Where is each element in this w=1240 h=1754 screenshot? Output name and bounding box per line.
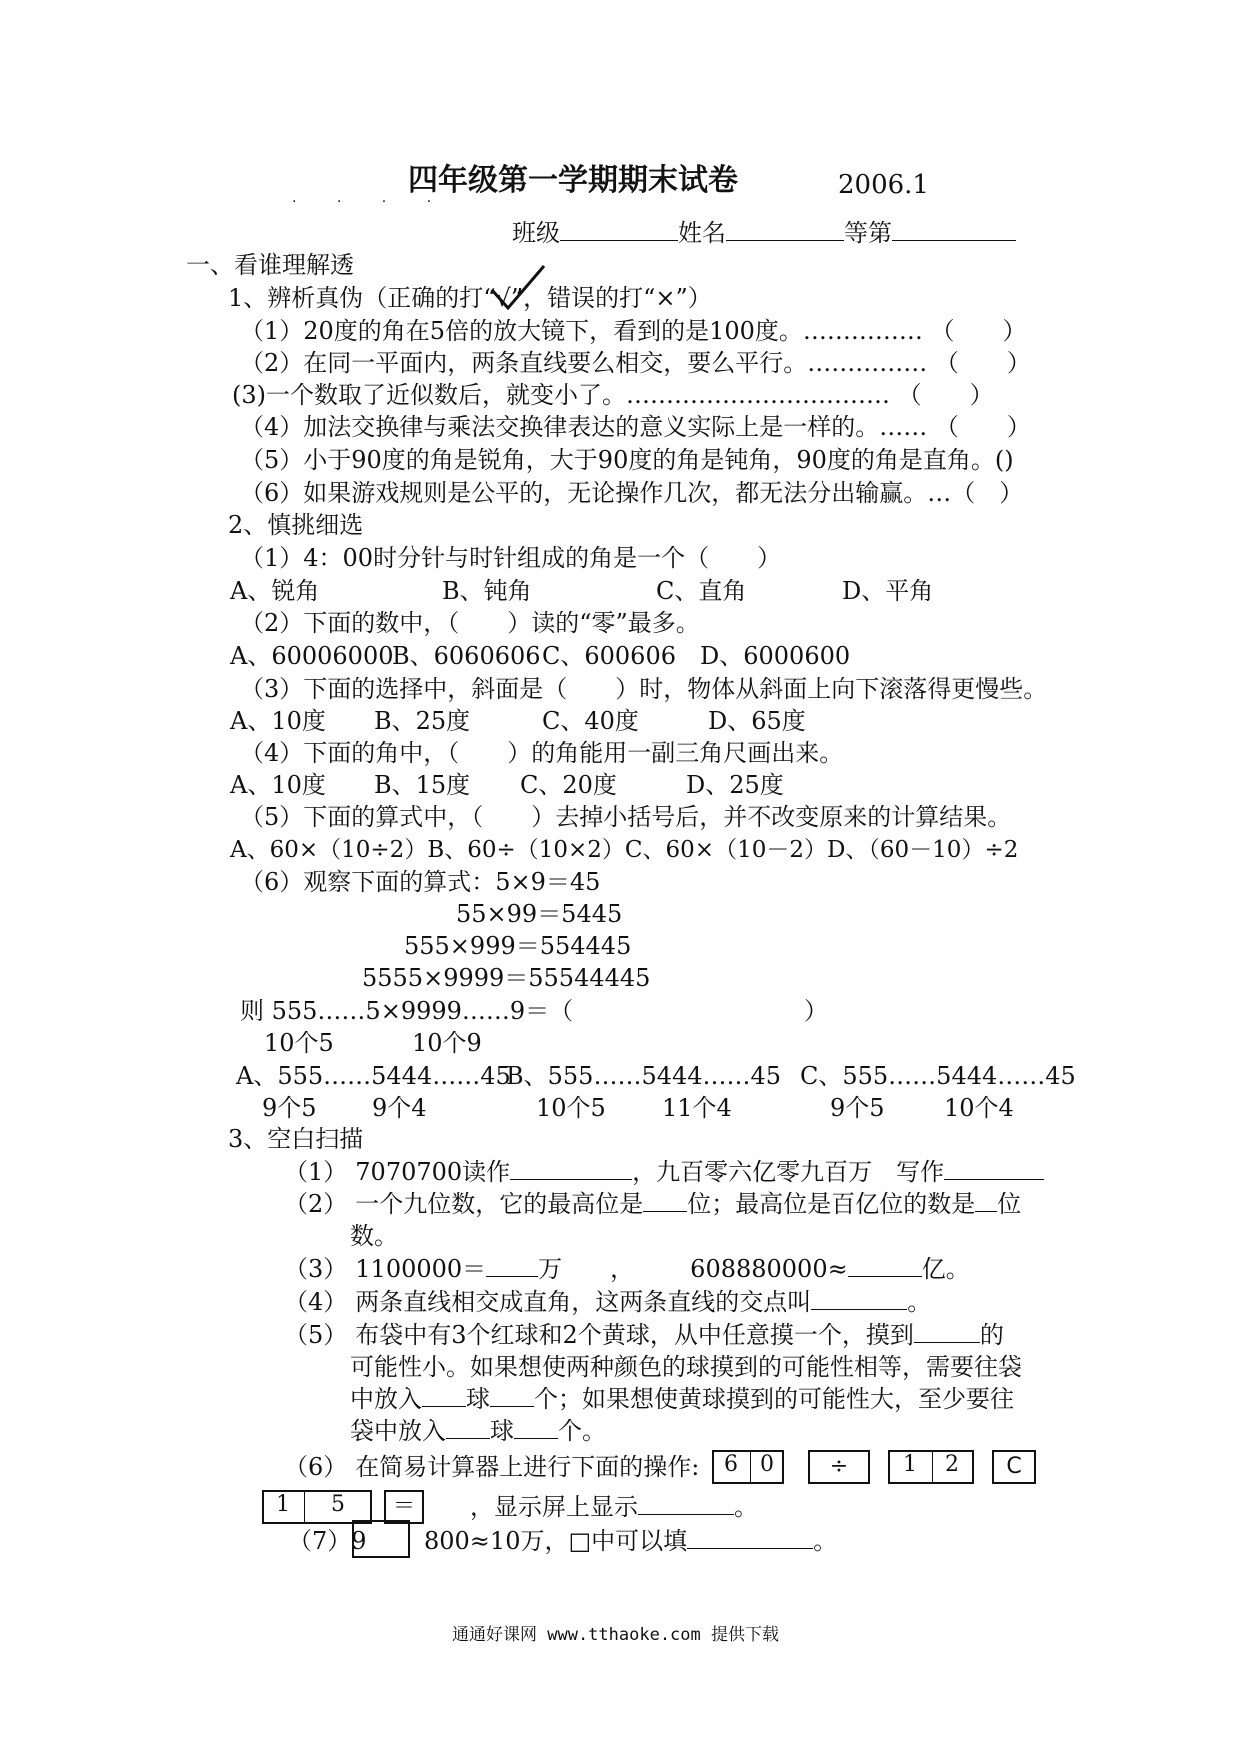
choice-q2-option-c: C、600606: [542, 642, 676, 670]
choice-q4: （4）下面的角中，（ ）的角能用一副三角尺画出来。: [240, 739, 844, 767]
fill-q5: [284, 1320, 1004, 1350]
part1-heading: 1、辨析真伪（正确的打“√”，错误的打“×”）: [228, 284, 712, 312]
decorative-dots: . . . .: [292, 190, 450, 206]
fill-q5-text-d: 中放入: [350, 1385, 422, 1413]
fill-q7-blank[interactable]: [687, 1526, 813, 1549]
section-heading: 一、看谁理解透: [186, 251, 354, 279]
fill-q6-text-a: 在简易计算器上进行下面的操作:: [355, 1453, 700, 1481]
fill-q3-text-d: 亿。: [921, 1255, 970, 1283]
fill-q5-text-h: 球: [490, 1417, 514, 1445]
fill-q6-result: [470, 1492, 758, 1522]
calc-key-6[interactable]: 6: [724, 1452, 738, 1477]
fill-q2-text-b: 位；最高位是百亿位的数是: [687, 1190, 976, 1218]
fill-q7-text-c: 。: [813, 1527, 838, 1555]
choice-q3-option-b: B、25度: [374, 707, 471, 735]
grade-label: 等第: [844, 219, 892, 247]
choice-q6-then-close: ）: [804, 997, 828, 1025]
judge-item-1: （1）20度的角在5倍的放大镜下，看到的是100度。…………… （ ）: [240, 317, 1027, 345]
fill-q5-text-e: 球: [466, 1385, 490, 1413]
fill-q6-text-b: ，显示屏上显示: [470, 1493, 638, 1521]
choice-q6-b-sub2: 11个4: [662, 1094, 732, 1122]
fill-q1-number: （1）: [284, 1158, 348, 1186]
name-blank[interactable]: [726, 218, 844, 241]
fill-q4-blank[interactable]: [811, 1287, 907, 1310]
fill-q6-blank[interactable]: [638, 1492, 734, 1515]
calc-key-divide[interactable]: ÷: [808, 1450, 870, 1484]
fill-q5-blank-3[interactable]: [490, 1384, 534, 1407]
fill-q5-text-f: 个；如果想使黄球摸到的可能性大，至少要往: [534, 1385, 1014, 1413]
choice-q6-option-a: A、555……5444……45: [236, 1062, 511, 1090]
fill-q6: [284, 1452, 699, 1482]
choice-q6-c-sub2: 10个4: [944, 1094, 1014, 1122]
choice-q4-option-a: A、10度: [230, 771, 326, 799]
fill-q5-line-2: 可能性小。如果想使两种颜色的球摸到的可能性相等，需要往袋: [350, 1353, 1022, 1381]
calc-key-group-12: [888, 1450, 974, 1484]
choice-q6-equation-2: 55×99＝5445: [456, 900, 623, 928]
fill-q1: [284, 1157, 1044, 1187]
choice-q6-equation-4: 5555×9999＝55544445: [362, 964, 651, 992]
calc-key-5[interactable]: 5: [331, 1492, 345, 1517]
part3-heading: 3、空白扫描: [228, 1125, 364, 1153]
choice-q6-then: 则 555……5×9999……9＝（: [240, 997, 574, 1025]
fill-q6-text-c: 。: [734, 1493, 758, 1521]
class-blank[interactable]: [560, 218, 678, 241]
choice-q2: （2）下面的数中，（ ）读的“零”最多。: [240, 609, 700, 637]
choice-q2-option-d: D、6000600: [700, 642, 851, 670]
choice-q1-option-b: B、钝角: [442, 577, 532, 605]
choice-q3-option-d: D、65度: [708, 707, 806, 735]
fill-q7-text-b: 800≈10万，□中可以填: [424, 1527, 688, 1555]
fill-q3-text-b: 万 ，: [538, 1255, 635, 1283]
class-label: 班级: [512, 219, 560, 247]
choice-q6: （6）观察下面的算式：5×9＝45: [240, 868, 601, 896]
choice-q6-a-sub1: 9个5: [262, 1094, 317, 1122]
judge-item-2: （2）在同一平面内，两条直线要么相交，要么平行。…………… （ ）: [240, 349, 1031, 377]
choice-q6-option-b: B、555……5444……45: [506, 1062, 782, 1090]
name-label: 姓名: [678, 219, 726, 247]
fill-q5-line-4: [350, 1416, 606, 1446]
fill-q3-number: （3）: [284, 1255, 348, 1283]
calc-key-0[interactable]: 0: [760, 1452, 774, 1477]
choice-q2-option-b: B、6060606: [392, 642, 541, 670]
fill-q4-number: （4）: [284, 1288, 348, 1316]
fill-q2: [284, 1189, 1021, 1219]
fill-q4-text-a: 两条直线相交成直角，这两条直线的交点叫: [355, 1288, 812, 1316]
fill-q2-blank-1[interactable]: [643, 1189, 687, 1212]
page-title: 四年级第一学期期末试卷: [408, 163, 738, 198]
choice-q6-b-sub1: 10个5: [536, 1094, 606, 1122]
footer-note: 通通好课网 www.tthaoke.com 提供下载: [452, 1625, 779, 1645]
choice-q6-count-fives: 10个5: [264, 1029, 334, 1057]
student-info-row: [512, 218, 1016, 248]
choice-q1: （1）4：00时分针与时针组成的角是一个（ ）: [240, 544, 782, 572]
choice-q2-option-a: A、60006000: [230, 642, 394, 670]
fill-q3-text-c: 608880000≈: [690, 1255, 848, 1283]
fill-q3-text-a: 1100000＝: [355, 1255, 487, 1283]
fill-q7-rest: [424, 1526, 837, 1556]
fill-q5-blank-5[interactable]: [514, 1416, 558, 1439]
fill-q4: [284, 1287, 931, 1317]
judge-item-6: （6）如果游戏规则是公平的，无论操作几次，都无法分出输赢。…（ ）: [240, 479, 1024, 507]
fill-q1-blank-1[interactable]: [510, 1157, 632, 1180]
choice-q3: （3）下面的选择中，斜面是（ ）时，物体从斜面上向下滚落得更慢些。: [240, 675, 1048, 703]
choice-q3-option-a: A、10度: [230, 707, 326, 735]
choice-q3-option-c: C、40度: [542, 707, 639, 735]
choice-q1-option-c: C、直角: [656, 577, 747, 605]
fill-q5-number: （5）: [284, 1321, 348, 1349]
fill-q5-text-a: 布袋中有3个红球和2个黄球，从中任意摸一个，摸到: [355, 1321, 914, 1349]
choice-q6-c-sub1: 9个5: [830, 1094, 885, 1122]
fill-q5-blank-2[interactable]: [422, 1384, 466, 1407]
calc-key-1b[interactable]: 1: [276, 1492, 290, 1517]
fill-q4-text-b: 。: [907, 1288, 932, 1316]
fill-q5-text-b: 的: [979, 1321, 1004, 1349]
choice-q1-option-a: A、锐角: [230, 577, 320, 605]
calc-key-group-60: [712, 1450, 784, 1484]
fill-q2-blank-2[interactable]: [975, 1189, 997, 1212]
fill-q7-text-a: （7）9: [288, 1527, 367, 1555]
choice-q5: （5）下面的算式中，（ ）去掉小括号后，并不改变原来的计算结果。: [240, 803, 1012, 831]
fill-q5-line-3: [350, 1384, 1014, 1414]
fill-q5-text-g: 袋中放入: [350, 1417, 446, 1445]
choice-q6-a-sub2: 9个4: [372, 1094, 427, 1122]
grade-blank[interactable]: [892, 218, 1016, 241]
fill-q1-text-b: ，九百零六亿零九百万 写作: [632, 1158, 945, 1186]
checkmark-icon: [488, 262, 548, 312]
fill-q1-text-a: 7070700读作: [355, 1158, 511, 1186]
choice-q6-count-nines: 10个9: [412, 1029, 482, 1057]
calc-key-group-15: [262, 1490, 372, 1524]
fill-q1-blank-2[interactable]: [944, 1157, 1044, 1180]
fill-q2-continuation: 数。: [350, 1222, 398, 1250]
choice-q4-option-b: B、15度: [374, 771, 471, 799]
judge-item-4: （4）加法交换律与乘法交换律表达的意义实际上是一样的。…… （ ）: [240, 413, 1031, 441]
judge-item-5: （5）小于90度的角是锐角，大于90度的角是钝角，90度的角是直角。(): [240, 446, 1014, 474]
fill-q7-digit-box[interactable]: [352, 1520, 410, 1558]
fill-q3-blank-2[interactable]: [848, 1254, 922, 1277]
fill-q3-blank-1[interactable]: [486, 1254, 538, 1277]
fill-q2-number: （2）: [284, 1190, 348, 1218]
calc-key-1[interactable]: 1: [903, 1452, 917, 1477]
choice-q1-option-d: D、平角: [842, 577, 934, 605]
part2-heading: 2、慎挑细选: [228, 511, 364, 539]
fill-q3: [284, 1254, 970, 1284]
choice-q4-option-d: D、25度: [686, 771, 784, 799]
calc-key-equals[interactable]: ＝: [384, 1490, 424, 1524]
fill-q6-number: （6）: [284, 1453, 348, 1481]
choice-q6-equation-3: 555×999＝554445: [404, 932, 632, 960]
fill-q5-blank-4[interactable]: [446, 1416, 490, 1439]
exam-date: 2006.1: [838, 170, 929, 200]
calc-key-2[interactable]: 2: [945, 1452, 959, 1477]
fill-q2-text-c: 位: [997, 1190, 1022, 1218]
fill-q5-text-i: 个。: [558, 1417, 606, 1445]
choice-q4-option-c: C、20度: [520, 771, 617, 799]
fill-q5-blank-1[interactable]: [914, 1320, 980, 1343]
choice-q6-option-c: C、555……5444……45: [800, 1062, 1076, 1090]
judge-item-3: (3)一个数取了近似数后，就变小了。…………………………… （ ）: [232, 381, 994, 409]
fill-q2-text-a: 一个九位数，它的最高位是: [355, 1190, 644, 1218]
calc-key-clear[interactable]: C: [992, 1450, 1036, 1484]
choice-q5-options: A、60×（10÷2）B、60÷（10×2）C、60×（10－2）D、（60－10）÷2: [230, 837, 1019, 863]
